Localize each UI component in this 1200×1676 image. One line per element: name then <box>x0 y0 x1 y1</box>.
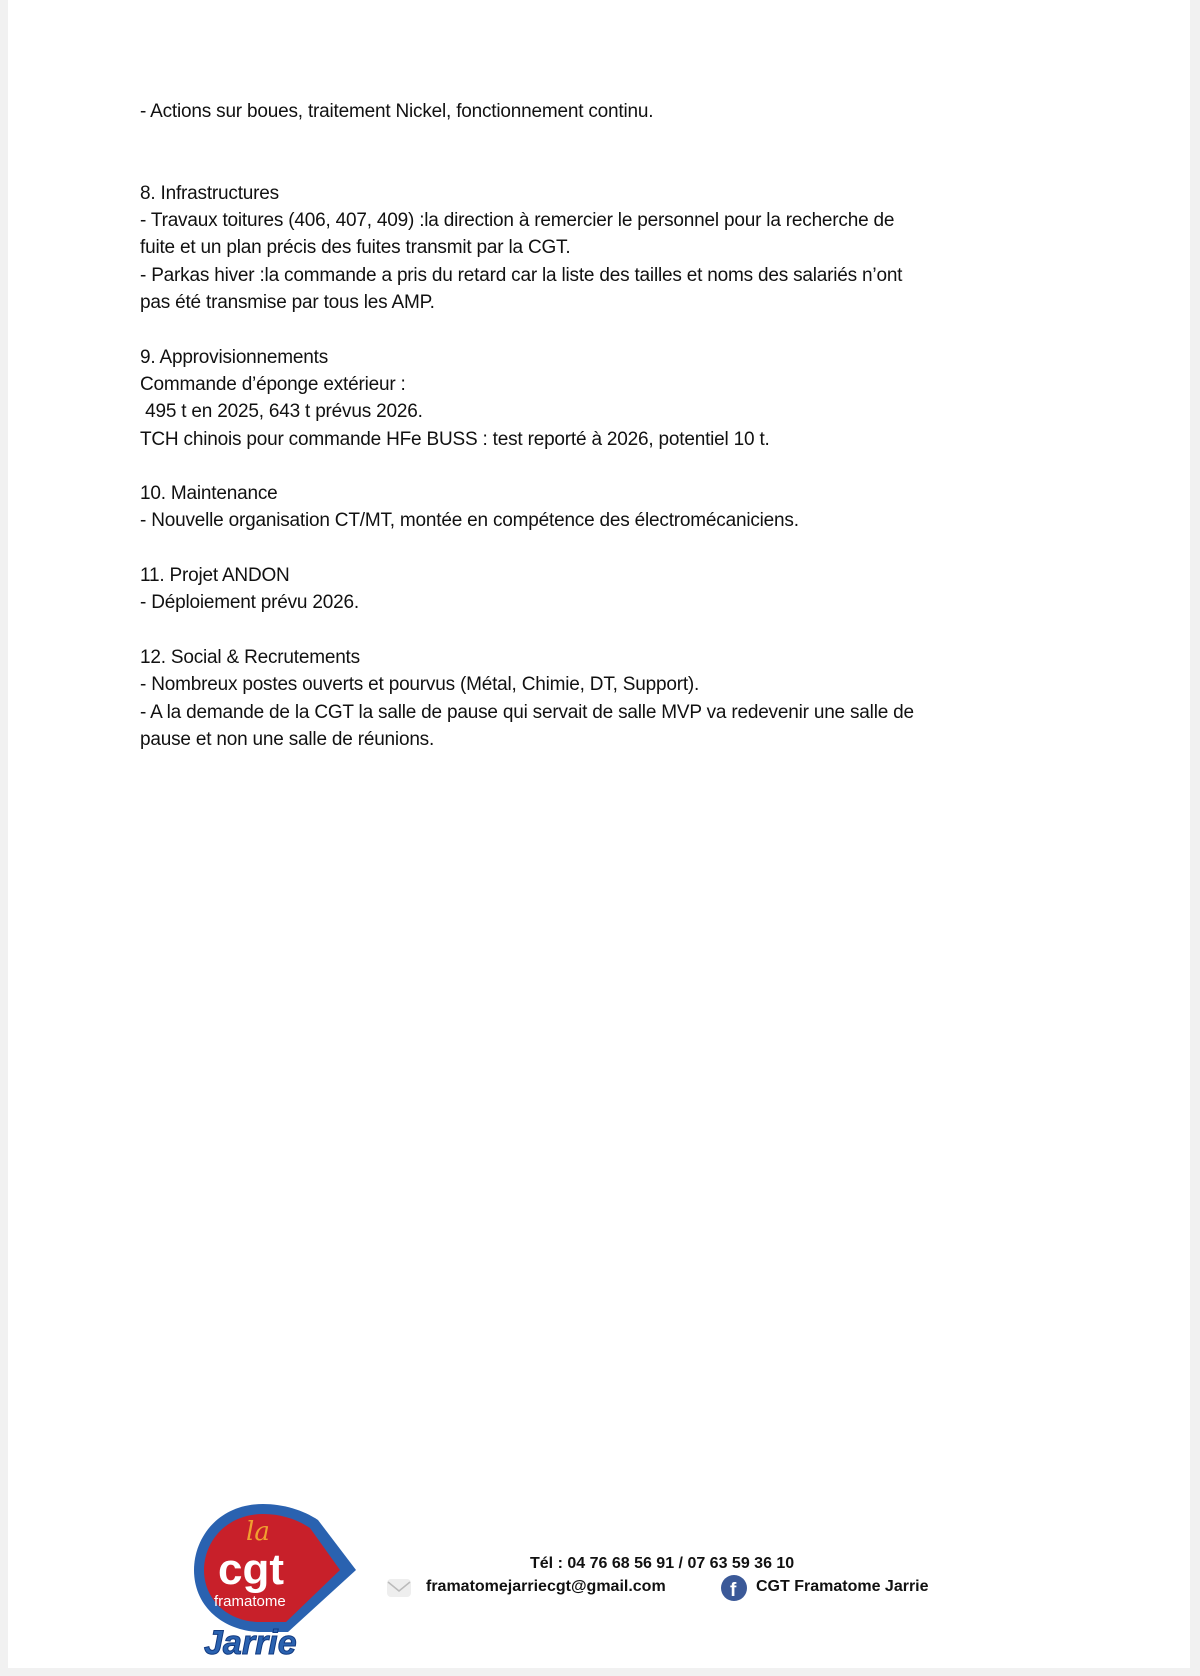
svg-text:cgt: cgt <box>218 1545 284 1594</box>
body-line: 495 t en 2025, 643 t prévus 2026. <box>140 401 423 422</box>
body-line: Commande d’éponge extérieur : <box>140 374 406 395</box>
section-heading: 10. Maintenance <box>140 483 278 504</box>
body-line: - Déploiement prévu 2026. <box>140 592 359 613</box>
section-heading: 11. Projet ANDON <box>140 565 290 586</box>
body-line: pause et non une salle de réunions. <box>140 729 435 750</box>
cgt-logo <box>188 1498 363 1658</box>
envelope-icon <box>385 1575 413 1601</box>
facebook-icon <box>720 1574 748 1602</box>
body-line: - Nombreux postes ouverts et pourvus (Métal, Chimie, DT, Support). <box>140 674 700 695</box>
svg-text:Jarrie: Jarrie <box>204 1624 297 1658</box>
email-link[interactable]: framatomejarriecgt@gmail.com <box>426 1578 666 1595</box>
body-line: pas été transmise par tous les AMP. <box>140 292 435 313</box>
body-line: - Parkas hiver :la commande a pris du retard car la liste des tailles et noms des salariés n’ont <box>140 265 903 286</box>
svg-text:f: f <box>730 1580 737 1601</box>
svg-text:framatome: framatome <box>214 1593 286 1610</box>
section-heading: 8. Infrastructures <box>140 183 279 204</box>
body-line: - Nouvelle organisation CT/MT, montée en compétence des électromécaniciens. <box>140 510 799 531</box>
section-heading: 9. Approvisionnements <box>140 347 329 368</box>
phone-number: Tél : 04 76 68 56 91 / 07 63 59 36 10 <box>530 1555 795 1572</box>
body-line: - Actions sur boues, traitement Nickel, fonctionnement continu. <box>140 101 654 122</box>
svg-text:la: la <box>246 1517 270 1547</box>
facebook-link[interactable]: CGT Framatome Jarrie <box>756 1578 929 1595</box>
section-heading: 12. Social & Recrutements <box>140 647 360 668</box>
body-line: - A la demande de la CGT la salle de pause qui servait de salle MVP va redevenir une salle de <box>140 702 914 723</box>
body-line: TCH chinois pour commande HFe BUSS : test reporté à 2026, potentiel 10 t. <box>140 429 770 450</box>
body-line: fuite et un plan précis des fuites transmit par la CGT. <box>140 237 571 258</box>
body-line: - Travaux toitures (406, 407, 409) :la direction à remercier le personnel pour la recherche de <box>140 210 895 231</box>
